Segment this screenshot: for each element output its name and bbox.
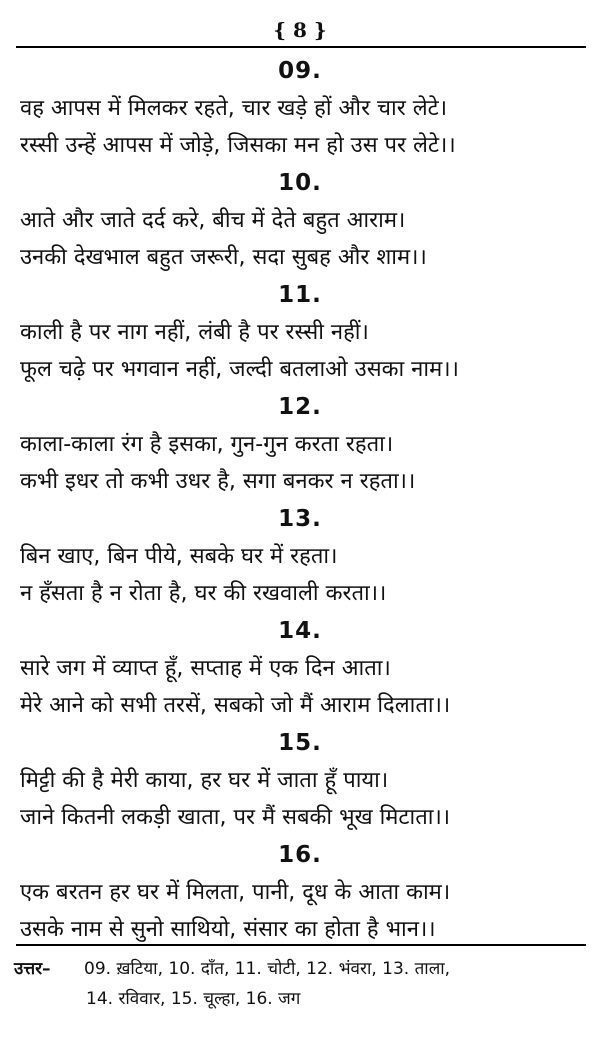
riddle-number: 11. [278, 282, 322, 308]
riddle-number: 09. [278, 58, 322, 84]
answers-text-1: 09. ख़टिया, 10. दाँत, 11. चोटी, 12. भंवरा, 13. ताला, [84, 959, 451, 979]
answers-section [14, 954, 590, 1014]
riddle-line: एक बरतन हर घर में मिलता, पानी, दूध के आता काम। [20, 880, 451, 905]
riddle-09 [0, 52, 600, 164]
answers-line-1 [14, 954, 590, 984]
riddle-line: सारे जग में व्याप्त हूँ, सप्ताह में एक दिन आता। [20, 656, 391, 681]
riddle-number: 10. [278, 170, 322, 196]
riddle-number: 13. [278, 506, 322, 532]
riddle-line: उसके नाम से सुनो साथियो, संसार का होता है भान।। [20, 917, 436, 942]
riddle-16 [0, 836, 600, 948]
riddle-line: रस्सी उन्हें आपस में जोड़े, जिसका मन हो उस पर लेटे।। [20, 133, 456, 158]
riddle-line: फूल चढ़े पर भगवान नहीं, जल्दी बतलाओ उसका नाम।। [20, 357, 459, 382]
riddle-number: 15. [278, 730, 322, 756]
top-divider [16, 46, 586, 48]
riddle-14 [0, 612, 600, 724]
riddle-13 [0, 500, 600, 612]
riddle-line: काली है पर नाग नहीं, लंबी है पर रस्सी नहीं। [20, 320, 369, 345]
riddle-line: मेरे आने को सभी तरसें, सबको जो मैं आराम दिलाता।। [20, 693, 451, 718]
riddle-line: जाने कितनी लकड़ी खाता, पर मैं सबकी भूख मिटाता।। [20, 805, 451, 830]
riddle-line: कभी इधर तो कभी उधर है, सगा बनकर न रहता।। [20, 469, 416, 494]
riddle-number: 14. [278, 618, 322, 644]
page-number: { 8 } [273, 18, 327, 42]
riddle-line: वह आपस में मिलकर रहते, चार खड़े हों और चार लेटे। [20, 96, 448, 121]
riddle-line: न हँसता है न रोता है, घर की रखवाली करता।। [20, 581, 387, 606]
riddle-line: काला-काला रंग है इसका, गुन-गुन करता रहता। [20, 432, 394, 457]
riddle-number: 12. [278, 394, 322, 420]
riddle-12 [0, 388, 600, 500]
bottom-divider [16, 944, 586, 946]
answers-text-2: 14. रविवार, 15. चूल्हा, 16. जग [86, 989, 301, 1009]
riddle-line: आते और जाते दर्द करे, बीच में देते बहुत आराम। [20, 208, 406, 233]
riddle-15 [0, 724, 600, 836]
riddle-list [0, 52, 600, 948]
riddle-line: मिट्टी की है मेरी काया, हर घर में जाता हूँ पाया। [20, 768, 389, 793]
riddle-10 [0, 164, 600, 276]
riddle-line: उनकी देखभाल बहुत जरूरी, सदा सुबह और शाम।। [20, 245, 427, 270]
answers-label: उत्तर– [14, 959, 51, 979]
riddle-number: 16. [278, 842, 322, 868]
riddle-11 [0, 276, 600, 388]
riddle-line: बिन खाए, बिन पीये, सबके घर में रहता। [20, 544, 338, 569]
